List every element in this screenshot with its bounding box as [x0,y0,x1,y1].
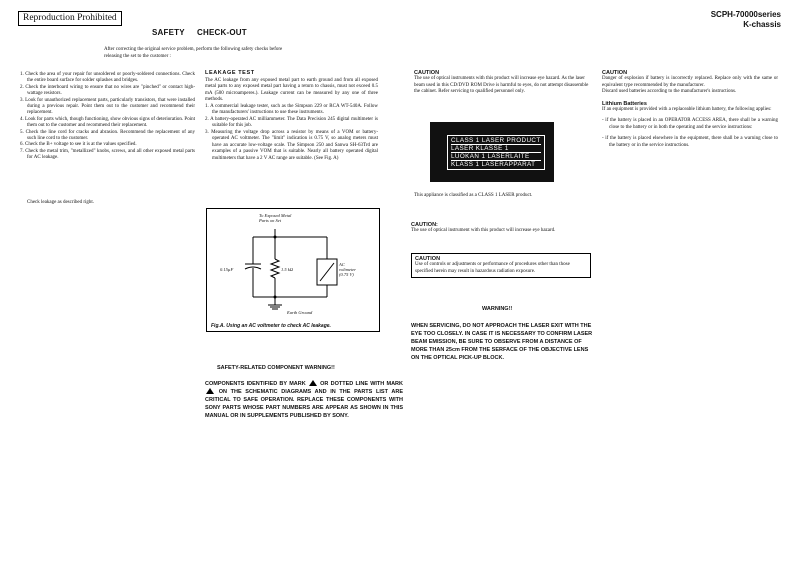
laser-label-line: LASER KLASSE 1 [451,145,541,153]
laser-label-line: LUOKAN 1 LASERLAITE [451,153,541,161]
figure-top-label-line: Parts on Set [259,218,281,223]
safety-warning-text: COMPONENTS IDENTIFIED BY MARK [205,381,306,387]
lithium-item: - if the battery is placed in an OPERATOR ACCESS AREA, there shall be a warning close to the battery or in both the operating and the service instructions: [602,118,778,130]
optical-caution [414,70,590,96]
page-title: SAFETY CHECK-OUT [152,28,247,37]
battery-caution-section [602,70,778,149]
laser-label-frame [447,135,545,170]
leakage-body: The AC leakage from any exposed metal part to earth ground and from all exposed metal parts to any exposed metal part having a return to chassis, must not exceed 0.5 mA (500 microamperes.). Leakage current can be measured by any one of three methods. [205,77,378,102]
safety-warning-text: OR DOTTED LINE WITH MARK [320,381,403,387]
battery-caution-heading: CAUTION [602,70,628,76]
safety-component-warning [205,380,403,420]
caution-box-heading: CAUTION [415,256,441,262]
voltmeter-label-line: voltmeter [339,267,356,272]
model-header [711,10,781,29]
checklist-item: 4. Look for parts which, though functioning, show obvious signs of deterioration. Point them out to the customer and recommend their replacement. [20,116,195,129]
capacitor-label: 0.15µF [220,267,234,272]
checklist-item: 7. Check the metal trim, "metallized" knobs, screws, and all other exposed metal parts for AC leakage. [20,148,195,161]
leakage-method: 2. A battery-operated AC milliammeter. The Data Precision 245 digital multimeter is suitable for this job. [205,116,378,128]
checklist-item: 1. Check the area of your repair for unsoldered or poorly-soldered connections. Check the entire board surface for solder splashes and bridges. [20,72,195,84]
leakage-test-section [205,70,378,162]
class1-statement: This appliance is classified as a CLASS 1 LASER product. [414,193,533,198]
laser-warning-heading: WARNING!! [482,306,513,312]
optical-caution-heading: CAUTION [414,70,440,76]
laser-label-line: CLASS 1 LASER PRODUCT [451,137,541,144]
lithium-body: If an equipment is provided with a replaceable lithium battery, the following applies: [602,107,772,113]
caution-box-body: Use of controls or adjustments or performance of procedures other than those specified herein may result in hazardous radiation exposure. [415,262,570,274]
voltmeter-label-line: AC [339,262,345,267]
figure-caption: Fig.A. Using an AC voltmeter to check AC leakage. [211,323,331,329]
laser-class-label [430,122,554,182]
controls-caution-box [411,253,591,278]
resistor-label: 1.5 kΩ [281,267,294,272]
figure-top-label-line: To Exposed Metal [259,213,292,218]
laser-warning-body: WHEN SERVICING, DO NOT APPROACH THE LASER EXIT WITH THE EYE TOO CLOSELY. IN CASE IT IS NECESSARY TO CONFIRM LASER BEAM EMISSION, BE SURE TO OBSERVE FROM A DISTANCE OF MORE THAN 25cm FROM THE SERFACE OF THE OBJECTIVE LENS ON THE OPTICAL PICK-UP BLOCK. [411,323,593,361]
safety-warning-text: ON THE SCHEMATIC DIAGRAMS AND IN THE PARTS LIST ARE CRITICAL TO SAFE OPERATION. REPLACE THESE COMPONENTS WITH SONY PARTS WHOSE PART NUMBERS ARE APPEAR AS SHOWN IN THIS MANUAL OR IN SUPPLEMENTS PUBLISHED BY SONY. [205,389,404,419]
leakage-method: 1. A commercial leakage tester, such as the Simpson 229 or RCA WT-540A. Follow the manufacturers' instructions to use these instruments. [205,103,378,115]
battery-discard-note: Discard used batteries according to the manufacturer's instructions. [602,89,737,95]
reproduction-prohibited-stamp: Reproduction Prohibited [18,11,122,26]
figure-top-label [259,213,291,223]
voltmeter-label-line: (0.75 V) [339,272,354,277]
leakage-method: 3. Measuring the voltage drop across a resistor by means of a VOM or battery-operated AC voltmeter. The "limit" indication is 0.75 V, so analog meters must have an accurate low-voltage scale. The Simpson 250 and Sanwa SH-63Trd are examples of a passive VOM that is suitable. Nearly all battery operated digital multimeters that have a 2 V AC range are suitable. (See Fig. A) [205,129,378,161]
warning-triangle-icon [206,388,214,394]
checklist-item: 3. Look for unauthorized replacement parts, particularly transistors, that were installed during a previous repair. Point them out to the customer and recommend their replacement. [20,97,195,116]
safety-checklist [20,72,195,162]
safety-component-heading: SAFETY-RELATED COMPONENT WARNING!! [217,365,335,371]
optical-caution-body: The use of optical instruments with this product will increase eye hazard. As the laser beam used in this CD/DVD ROM Drive is harmful to eyes, do not attempt disassemble the cabinet. Refer servicing to qualified personnel only. [414,76,589,95]
figure-a-circuit [206,208,380,332]
intro-text: After correcting the original service problem, perform the following safety checks before releasing the set to the customer : [104,47,283,59]
checklist-item: 6. Check the B+ voltage to see it is at the values specified. [20,142,137,148]
earth-ground-label: Earth Ground [287,310,313,315]
model-number: SCPH-70000series [710,10,781,19]
chassis-name: K-chassis [743,19,781,29]
voltmeter-label [339,262,356,277]
warning-triangle-icon [309,380,317,386]
leakage-heading: LEAKAGE TEST [205,70,255,76]
checklist-item: 5. Check the line cord for cracks and abrasion. Recommend the replacement of any such line cord to the customer. [20,129,195,142]
checklist-item: 2. Check the interboard wiring to ensure that no wires are "pinched" or contact high-wattage resistors. [20,84,195,97]
battery-caution-body: Danger of explosion if battery is incorrectly replaced. Replace only with the same or equivalent type recommended by the manufacturer. [602,76,778,88]
laser-label-line: KLASS 1 LASERAPPARAT [451,161,536,168]
caution-body: The use of optical instrument with this product will increase eye hazard. [411,228,556,234]
lithium-item: - if the battery is placed elsewhere in the equipment, there shall be a warning close to the battery or in the service instructions. [602,136,778,148]
check-leakage-note: Check leakage as described right. [27,200,95,205]
optical-instrument-caution [411,222,589,235]
lithium-heading: Lithium Batteries [602,100,647,107]
caution-heading: CAUTION: [411,222,438,228]
